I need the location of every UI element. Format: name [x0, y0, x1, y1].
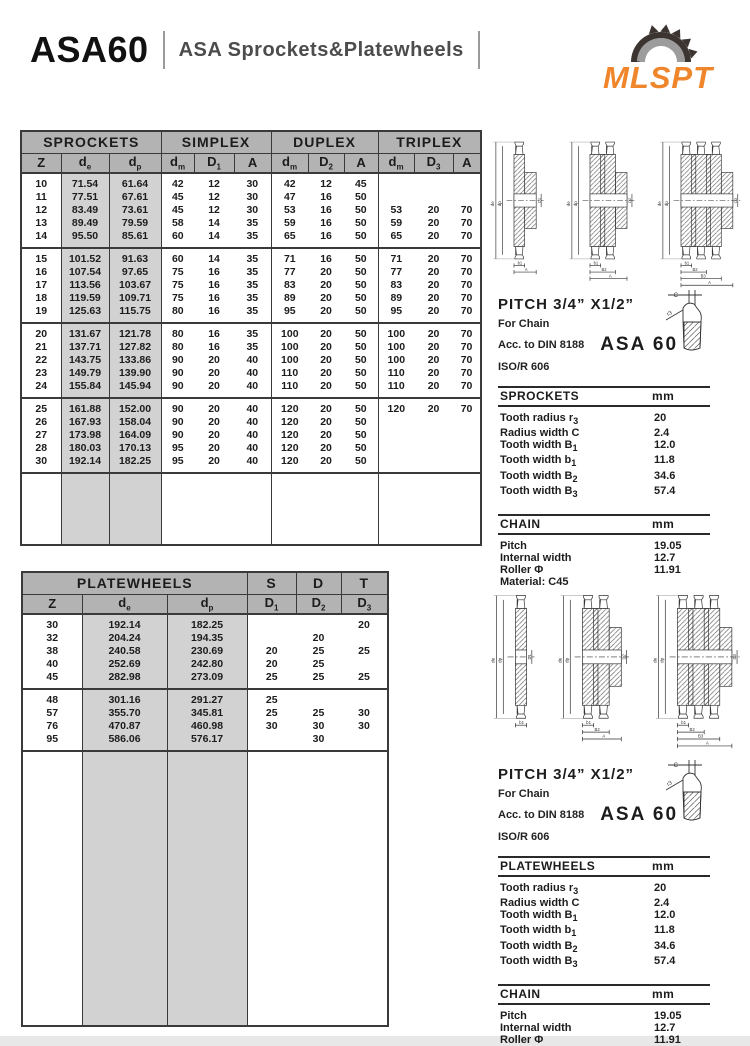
divider-bar: [478, 31, 480, 69]
column-header: A: [453, 153, 481, 173]
svg-text:D3: D3: [732, 197, 738, 204]
chain-unit-label: mm: [652, 986, 675, 1001]
table-row: 21 137.71 127.82 80 16 35 100 20 50 100 20 70: [35, 341, 473, 353]
column-group-header: TRIPLEX: [378, 131, 481, 153]
svg-text:de: de: [558, 657, 564, 664]
svg-text:C: C: [673, 763, 678, 769]
platewheel-drawings: [486, 586, 744, 754]
svg-text:de: de: [491, 657, 497, 664]
column-header: A: [234, 153, 271, 173]
platewheels-table: [21, 571, 389, 1027]
brand-text: MLSPT: [603, 60, 714, 95]
table-row: 17 113.56 103.67 75 16 35 83 20 50 83 20 70: [35, 279, 473, 291]
chain-list-title: CHAIN: [500, 986, 541, 1001]
table-row: 10 71.54 61.64 42 12 30 42 12 45: [21, 173, 481, 191]
sprockets-spec-panel: [498, 293, 710, 588]
svg-text:dp: dp: [572, 201, 578, 207]
platewheels-spec-list: [498, 856, 710, 970]
table-row: 95 586.06 576.17 30: [22, 733, 388, 751]
column-header: $d_m$: [378, 153, 414, 173]
table-row: 27 173.98 164.09 90 20 40 120 20 50: [21, 429, 481, 442]
column-group-header: D: [296, 572, 341, 594]
table-row: 12 83.49 73.61 45 12 30 53 16 50 53 20 70: [35, 204, 473, 216]
chain-list-title: CHAIN: [500, 516, 541, 531]
table-row: 26 167.93 158.04 90 20 40 120 20 50: [21, 416, 481, 429]
spec-row: Tooth radius $r_3$ 20: [500, 412, 667, 427]
spec-row: Tooth width $B_1$ 12.0: [500, 439, 676, 454]
sprocket-drawings: [486, 133, 744, 293]
column-header: $d_p$: [109, 153, 161, 173]
column-header: $D_2$: [308, 153, 344, 173]
for-chain-label: For Chain: [498, 788, 550, 800]
table-row: 24 155.84 145.94 90 20 40 110 20 50 110 20 70: [21, 380, 481, 398]
column-header: $D_1$: [194, 153, 234, 173]
svg-text:b1: b1: [681, 719, 686, 725]
svg-text:dp: dp: [660, 657, 666, 664]
spec-unit-label: mm: [652, 859, 675, 873]
svg-text:b1: b1: [684, 260, 689, 266]
spec-row: Tooth width $B_2$ 34.6: [500, 939, 676, 954]
table-row: 22 143.75 133.86 90 20 40 100 20 50 100 20 70: [35, 354, 473, 366]
sprockets-spec-list: [498, 386, 710, 500]
platewheels-spec-panel: [498, 763, 710, 1046]
spec-row: Tooth width $B_3$ 57.4: [500, 954, 676, 969]
spec-row: Tooth width $b_1$ 11.8: [500, 454, 675, 469]
din-standard-label: Acc. to DIN 8188: [498, 809, 585, 821]
svg-text:de: de: [566, 201, 572, 207]
svg-text:de: de: [653, 657, 659, 664]
page-subtitle: ASA Sprockets&Platewheels: [178, 38, 464, 61]
column-header: $D_3$: [414, 153, 453, 173]
table-row: 19 125.63 115.75 80 16 35 95 20 50 95 20 70: [21, 305, 481, 323]
column-group-header: DUPLEX: [271, 131, 378, 153]
sprockets-table: [20, 130, 482, 546]
iso-standard-label: ISO/R 606: [498, 831, 550, 843]
column-group-header: SIMPLEX: [161, 131, 271, 153]
svg-text:B2: B2: [692, 266, 698, 272]
svg-text:b1: b1: [593, 260, 599, 266]
chain-spec-list: [498, 984, 710, 1046]
svg-text:D1: D1: [526, 654, 532, 660]
svg-text:dp: dp: [496, 201, 502, 207]
table-row: 30 192.14 182.25 95 20 40 120 20 50: [21, 455, 481, 473]
spec-row: Roller Φ 11.91: [500, 1033, 681, 1046]
pitch-title: PITCH 3/4” X1/2”: [498, 296, 635, 313]
for-chain-label: For Chain: [498, 318, 550, 330]
svg-text:D1: D1: [536, 197, 542, 204]
table-row: 48 301.16 291.27 25: [22, 689, 388, 707]
spec-row: Material: C45: [500, 575, 569, 588]
svg-text:D3: D3: [732, 654, 738, 660]
table-row: 38 240.58 230.69 20 25 25: [46, 645, 370, 657]
sprocket-chain-logo-icon: [583, 10, 738, 95]
column-header: $D_3$: [341, 594, 388, 614]
chain-model-label: ASA 60: [600, 804, 679, 825]
chain-spec-list: [498, 514, 710, 588]
column-header: A: [344, 153, 378, 173]
spec-row: Internal width 12.7: [500, 1021, 676, 1034]
divider-bar: [163, 31, 165, 69]
svg-text:de: de: [490, 201, 496, 207]
brand-logo: [583, 10, 738, 95]
svg-text:r3: r3: [666, 310, 674, 318]
spec-row: Tooth width $B_3$ 57.4: [500, 484, 676, 499]
sprocket-triplex-drawing: [653, 133, 744, 291]
platewheel-simplex-drawing: [486, 586, 539, 752]
svg-text:B3: B3: [700, 273, 706, 279]
table-row: 40 252.69 242.80 20 25: [46, 658, 325, 670]
chain-model-label: ASA 60: [600, 334, 679, 355]
table-row: 30 192.14 182.25 20: [22, 614, 388, 632]
svg-text:b1: b1: [586, 719, 592, 725]
iso-standard-label: ISO/R 606: [498, 361, 550, 373]
svg-text:B3: B3: [698, 733, 704, 739]
svg-text:A: A: [524, 266, 528, 272]
din-standard-label: Acc. to DIN 8188: [498, 339, 585, 351]
table-row: 28 180.03 170.13 95 20 40 120 20 50: [21, 442, 481, 455]
column-header: $d_m$: [161, 153, 194, 173]
spec-row: Tooth width $b_1$ 11.8: [500, 924, 675, 939]
spec-row: Pitch 19.05: [500, 1009, 682, 1022]
svg-text:r3: r3: [666, 780, 674, 788]
spec-row: Roller Φ 11.91: [500, 563, 681, 576]
column-group-header: SPROCKETS: [21, 131, 161, 153]
sprocket-duplex-drawing: [562, 133, 639, 291]
spec-row: Tooth width $B_1$ 12.0: [500, 909, 676, 924]
column-header: Z: [21, 153, 61, 173]
chain-unit-label: mm: [652, 516, 675, 531]
svg-text:D2: D2: [627, 197, 633, 204]
svg-text:A: A: [705, 740, 709, 746]
table-row: 20 131.67 121.78 80 16 35 100 20 50 100 20 70: [21, 323, 481, 341]
table-row: 57 355.70 345.81 25 25 30: [46, 707, 370, 719]
table-row: 13 89.49 79.59 58 14 35 59 16 50 59 20 70: [35, 217, 473, 229]
column-header: $d_e$: [61, 153, 109, 173]
column-group-header: S: [247, 572, 296, 594]
spec-list-title: SPROCKETS: [500, 389, 580, 403]
column-header: $D_2$: [296, 594, 341, 614]
svg-text:B2: B2: [594, 726, 600, 732]
svg-text:b1: b1: [519, 719, 524, 725]
page-header: [30, 24, 494, 76]
svg-text:A: A: [602, 733, 606, 739]
spec-row: Tooth width $B_2$ 34.6: [500, 469, 676, 484]
table-row: 76 470.87 460.98 30 30 30: [46, 720, 370, 732]
svg-text:D2: D2: [621, 654, 627, 660]
svg-text:dp: dp: [565, 657, 571, 664]
svg-text:B2: B2: [689, 726, 695, 732]
svg-text:dp: dp: [663, 201, 669, 207]
spec-row: Tooth radius $r_3$ 20: [500, 882, 667, 897]
tooth-profile-drawing: [656, 758, 720, 828]
svg-text:A: A: [608, 273, 612, 279]
svg-text:C: C: [673, 293, 678, 299]
page-title: ASA60: [30, 29, 149, 70]
spec-row: Radius width C 2.4: [500, 897, 670, 910]
platewheel-duplex-drawing: [553, 586, 633, 752]
svg-text:de: de: [656, 201, 662, 207]
platewheel-triplex-drawing: [648, 586, 744, 752]
table-row: 14 95.50 85.61 60 14 35 65 16 50 65 20 70: [21, 230, 481, 248]
spec-list-title: PLATEWHEELS: [500, 859, 596, 873]
column-header: Z: [22, 594, 82, 614]
svg-text:B2: B2: [601, 266, 607, 272]
pitch-title: PITCH 3/4” X1/2”: [498, 766, 635, 783]
table-row: 25 161.88 152.00 90 20 40 120 20 50 120 20 70: [21, 398, 481, 416]
column-header: $d_e$: [82, 594, 167, 614]
spec-row: Pitch 19.05: [500, 539, 682, 552]
column-header: $D_1$: [247, 594, 296, 614]
column-group-header: T: [341, 572, 388, 594]
table-row: 15 101.52 91.63 60 14 35 71 16 50 71 20 70: [21, 248, 481, 266]
table-row: 23 149.79 139.90 90 20 40 110 20 50 110 20 70: [35, 367, 473, 379]
spec-row: Radius width C 2.4: [500, 427, 670, 440]
table-row: 16 107.54 97.65 75 16 35 77 20 50 77 20 70: [35, 266, 473, 278]
spec-unit-label: mm: [652, 389, 675, 403]
svg-text:b1: b1: [517, 260, 523, 266]
column-header: $d_p$: [167, 594, 247, 614]
column-group-header: PLATEWHEELS: [22, 572, 247, 594]
sprocket-simplex-drawing: [486, 133, 548, 291]
spec-row: Internal width 12.7: [500, 551, 676, 564]
svg-text:dp: dp: [498, 657, 504, 664]
tooth-profile-drawing: [656, 288, 720, 358]
table-row: 18 119.59 109.71 75 16 35 89 20 50 89 20 70: [35, 292, 473, 304]
column-header: $d_m$: [271, 153, 308, 173]
svg-text:A: A: [707, 280, 711, 286]
table-row: 32 204.24 194.35 20: [46, 632, 325, 644]
table-row: 11 77.51 67.61 45 12 30 47 16 50: [21, 191, 481, 204]
table-row: 45 282.98 273.09 25 25 25: [22, 671, 388, 689]
